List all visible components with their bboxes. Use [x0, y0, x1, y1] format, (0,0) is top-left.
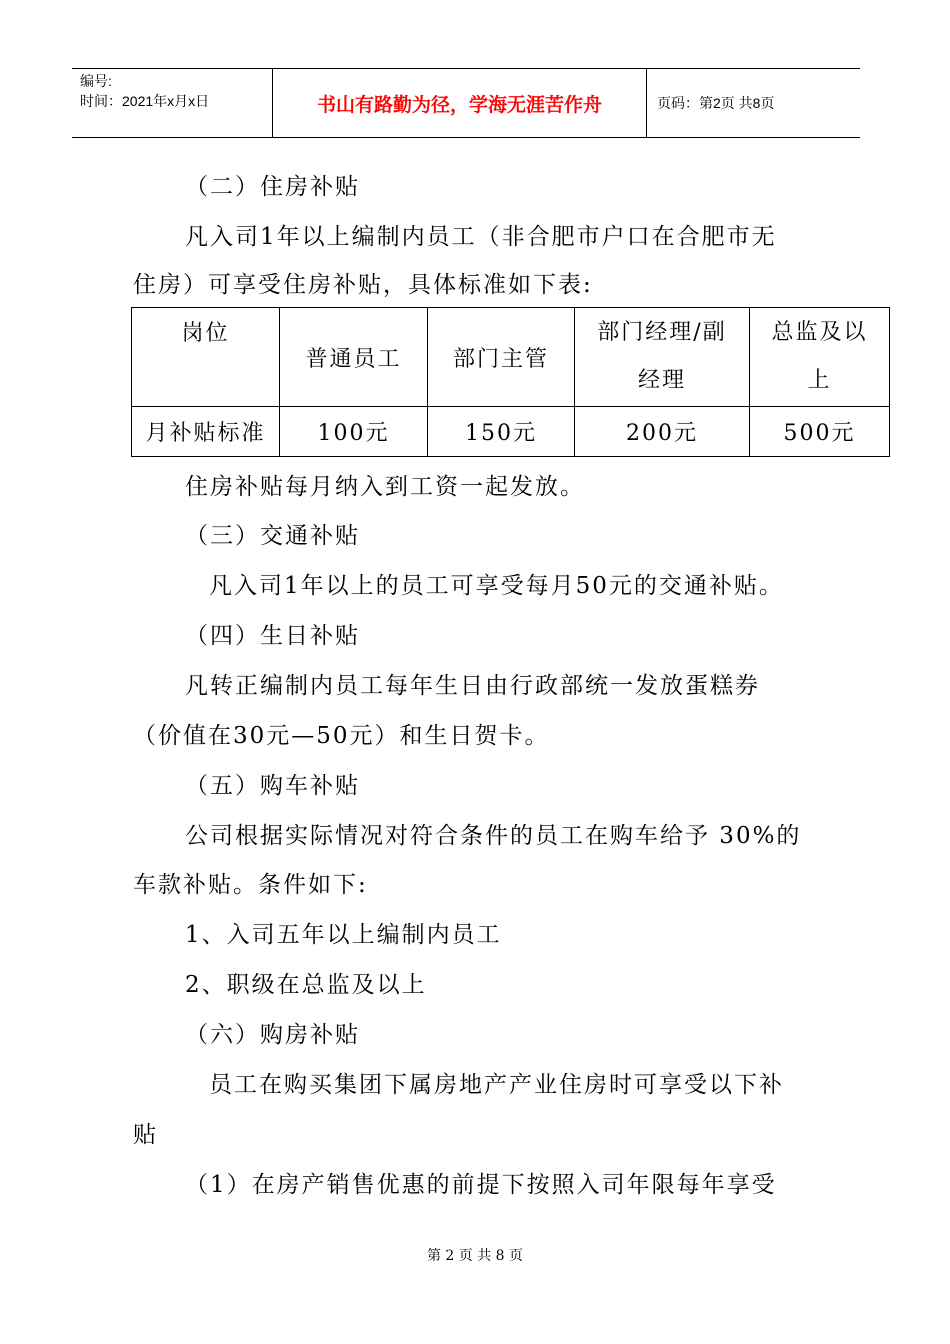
section-title: （二）住房补贴 [185, 174, 360, 200]
section-title: （三）交通补贴 [185, 523, 360, 549]
table-row-label: 月补贴标准 [132, 407, 280, 457]
header-line: 普通员工 [305, 346, 402, 372]
section-title: （五）购车补贴 [185, 773, 360, 799]
page-header [72, 68, 860, 138]
section-title: （四）生日补贴 [185, 623, 360, 649]
table-header-cell [132, 308, 280, 407]
table-header-cell [428, 308, 575, 407]
table-header-cell [280, 308, 428, 407]
header-page-info: 页码：第2页 共8页 [657, 95, 775, 111]
list-item: 1、入司五年以上编制内员工 [185, 922, 502, 948]
page-footer: 第 2 页 共 8 页 [426, 1248, 524, 1264]
table-header-cell [575, 308, 750, 407]
table-header-cell [750, 308, 890, 407]
paragraph-line: 凡入司1年以上的员工可享受每月50元的交通补贴。 [209, 573, 784, 599]
housing-subsidy-table [131, 307, 890, 457]
list-item: 2、职级在总监及以上 [185, 972, 427, 998]
section-title: （六）购房补贴 [185, 1022, 360, 1048]
number-label: 编号: [80, 73, 112, 89]
header-line: 部门主管 [452, 346, 549, 372]
paragraph-line: 凡入司1年以上编制内员工（非合肥市户口在合肥市无 [185, 224, 777, 250]
time-label: 时间：2021年x月x日 [80, 93, 210, 109]
list-item: （1）在房产销售优惠的前提下按照入司年限每年享受 [185, 1172, 777, 1198]
header-line: 岗位 [181, 321, 230, 346]
header-line: 总监及以 [771, 320, 868, 345]
header-line: 上 [807, 368, 832, 393]
paragraph-line: 贴 [133, 1122, 158, 1148]
table-header-row [132, 308, 890, 407]
table-row [132, 407, 890, 457]
paragraph-line: 公司根据实际情况对符合条件的员工在购车给予 30%的 [185, 823, 802, 849]
header-meta [72, 69, 273, 137]
table-cell: 500元 [750, 407, 890, 457]
paragraph-line: 住房）可享受住房补贴，具体标准如下表: [133, 272, 593, 298]
table-cell: 100元 [280, 407, 428, 457]
paragraph-line: （价值在30元—50元）和生日贺卡。 [133, 723, 550, 749]
header-line: 部门经理/副 [597, 320, 727, 345]
table-cell: 200元 [575, 407, 750, 457]
paragraph-line: 车款补贴。条件如下: [133, 872, 368, 898]
header-motto: 书山有路勤为径，学海无涯苦作舟 [273, 69, 647, 137]
paragraph-line: 员工在购买集团下属房地产产业住房时可享受以下补 [209, 1072, 784, 1098]
table-cell: 150元 [428, 407, 575, 457]
paragraph-line: 凡转正编制内员工每年生日由行政部统一发放蛋糕券 [185, 673, 760, 699]
paragraph-line: 住房补贴每月纳入到工资一起发放。 [185, 474, 585, 500]
header-line: 经理 [637, 368, 686, 393]
